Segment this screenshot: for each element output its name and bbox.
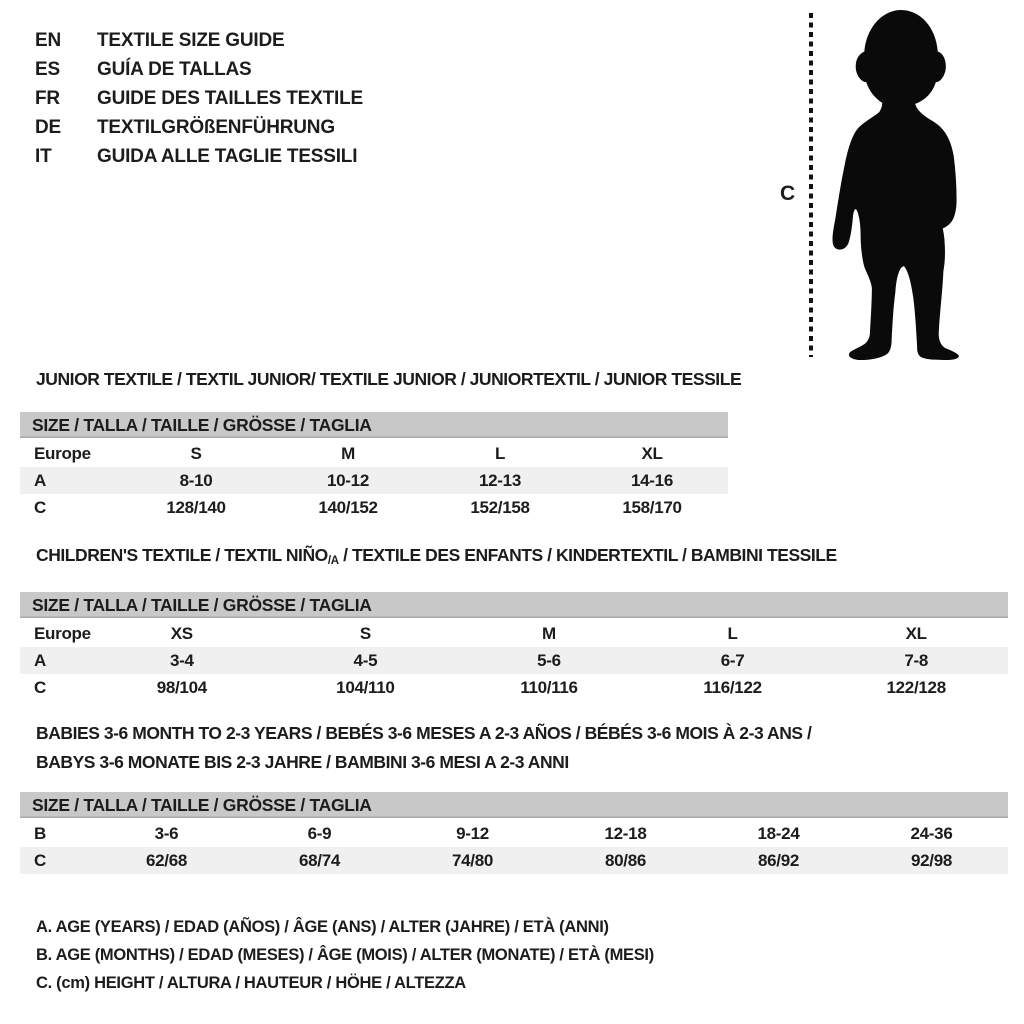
- babies-title-line1: BABIES 3-6 MONTH TO 2-3 YEARS / BEBÉS 3-6 MESES A 2-3 AÑOS / BÉBÉS 3-6 MOIS À 2-3 ANS /: [36, 723, 812, 743]
- language-legend: [35, 26, 363, 171]
- age-cell: 5-6: [457, 647, 641, 674]
- children-table-header: SIZE / TALLA / TAILLE / GRÖSSE / TAGLIA: [20, 592, 1008, 619]
- children-title-text: / TEXTILE DES ENFANTS / KINDERTEXTIL / BAMBINI TESSILE: [338, 545, 837, 565]
- age-cell: 3-4: [90, 647, 274, 674]
- size-cell: S: [190, 443, 202, 463]
- age-cell: 3-6: [154, 823, 179, 843]
- size-cell: L: [727, 623, 738, 643]
- language-code: FR: [35, 88, 60, 109]
- junior-table-header: SIZE / TALLA / TAILLE / GRÖSSE / TAGLIA: [20, 412, 728, 439]
- table-row: [20, 439, 728, 467]
- language-code: IT: [35, 146, 52, 167]
- row-label: C: [34, 497, 46, 517]
- height-cell: 152/158: [470, 497, 530, 517]
- age-cell: 4-5: [274, 647, 458, 674]
- language-title: GUIDA ALLE TAGLIE TESSILI: [97, 146, 358, 167]
- children-section-title: [36, 545, 837, 571]
- age-cell: 9-12: [456, 823, 489, 843]
- age-cell: 6-7: [641, 647, 825, 674]
- size-cell: S: [359, 623, 371, 643]
- height-cell: 104/110: [336, 677, 395, 697]
- note-c: C. (cm) HEIGHT / ALTURA / HAUTEUR / HÖHE / ALTEZZA: [36, 974, 466, 992]
- toddler-silhouette-icon: [822, 8, 982, 360]
- age-cell: 10-12: [272, 467, 424, 494]
- size-cell: M: [542, 623, 556, 643]
- row-label: A: [20, 647, 90, 674]
- children-title-subscript: /A: [327, 555, 339, 567]
- table-row: [20, 819, 1008, 847]
- language-row-fr: [35, 84, 363, 113]
- legend-notes: [36, 913, 654, 997]
- height-cell: 98/104: [156, 677, 207, 697]
- age-cell: 8-10: [120, 467, 272, 494]
- table-row: [20, 674, 1008, 701]
- height-dotted-line: [809, 13, 813, 357]
- age-cell: 6-9: [307, 823, 332, 843]
- row-label: B: [34, 823, 46, 843]
- age-cell: 12-13: [424, 467, 576, 494]
- language-code: EN: [35, 30, 61, 51]
- row-label: Europe: [34, 623, 91, 643]
- babies-size-table: [20, 792, 1008, 874]
- language-title: TEXTILGRÖßENFÜHRUNG: [97, 117, 335, 138]
- language-row-es: [35, 55, 363, 84]
- height-cell: 74/80: [396, 847, 549, 874]
- height-cell: 116/122: [703, 677, 762, 697]
- size-cell: L: [494, 443, 506, 463]
- height-measure-label: C: [780, 182, 796, 205]
- language-row-it: [35, 142, 363, 171]
- babies-table-header: SIZE / TALLA / TAILLE / GRÖSSE / TAGLIA: [20, 792, 1008, 819]
- height-cell: 68/74: [243, 847, 396, 874]
- height-cell: 158/170: [622, 497, 682, 517]
- row-label: C: [34, 677, 46, 697]
- height-cell: 86/92: [702, 847, 855, 874]
- babies-title-line2: BABYS 3-6 MONATE BIS 2-3 JAHRE / BAMBINI 3-6 MESI A 2-3 ANNI: [36, 752, 569, 772]
- height-figure: [752, 0, 1018, 368]
- language-row-en: [35, 26, 363, 55]
- note-a: A. AGE (YEARS) / EDAD (AÑOS) / ÂGE (ANS) / ALTER (JAHRE) / ETÀ (ANNI): [36, 918, 609, 936]
- language-code: ES: [35, 59, 60, 80]
- size-cell: M: [341, 443, 355, 463]
- babies-section-title: [36, 719, 811, 777]
- junior-size-table: [20, 412, 728, 521]
- height-cell: 140/152: [318, 497, 378, 517]
- table-row: [20, 467, 728, 494]
- size-cell: XL: [641, 443, 663, 463]
- height-cell: 122/128: [886, 677, 946, 697]
- height-cell: 128/140: [166, 497, 226, 517]
- table-row: [20, 847, 1008, 874]
- height-cell: 110/116: [520, 677, 578, 697]
- row-label: A: [20, 467, 120, 494]
- table-row: [20, 619, 1008, 647]
- junior-section-title: JUNIOR TEXTILE / TEXTIL JUNIOR/ TEXTILE JUNIOR / JUNIORTEXTIL / JUNIOR TESSILE: [36, 369, 742, 389]
- children-size-table: [20, 592, 1008, 701]
- language-code: DE: [35, 117, 61, 138]
- language-row-de: [35, 113, 363, 142]
- age-cell: 14-16: [576, 467, 728, 494]
- note-b: B. AGE (MONTHS) / EDAD (MESES) / ÂGE (MOIS) / ALTER (MONATE) / ETÀ (MESI): [36, 946, 654, 964]
- row-label: C: [20, 847, 90, 874]
- size-cell: XS: [170, 623, 193, 643]
- height-cell: 80/86: [549, 847, 702, 874]
- age-cell: 12-18: [604, 823, 647, 843]
- language-title: GUÍA DE TALLAS: [97, 59, 252, 80]
- height-cell: 62/68: [90, 847, 243, 874]
- table-row: [20, 647, 1008, 674]
- height-cell: 92/98: [855, 847, 1008, 874]
- age-cell: 18-24: [757, 823, 800, 843]
- size-cell: XL: [905, 623, 927, 643]
- age-cell: 7-8: [824, 647, 1008, 674]
- row-label: Europe: [34, 443, 91, 463]
- language-title: GUIDE DES TAILLES TEXTILE: [97, 88, 363, 109]
- age-cell: 24-36: [910, 823, 953, 843]
- children-title-text: CHILDREN'S TEXTILE / TEXTIL NIÑO: [36, 545, 328, 565]
- table-row: [20, 494, 728, 521]
- language-title: TEXTILE SIZE GUIDE: [97, 30, 285, 51]
